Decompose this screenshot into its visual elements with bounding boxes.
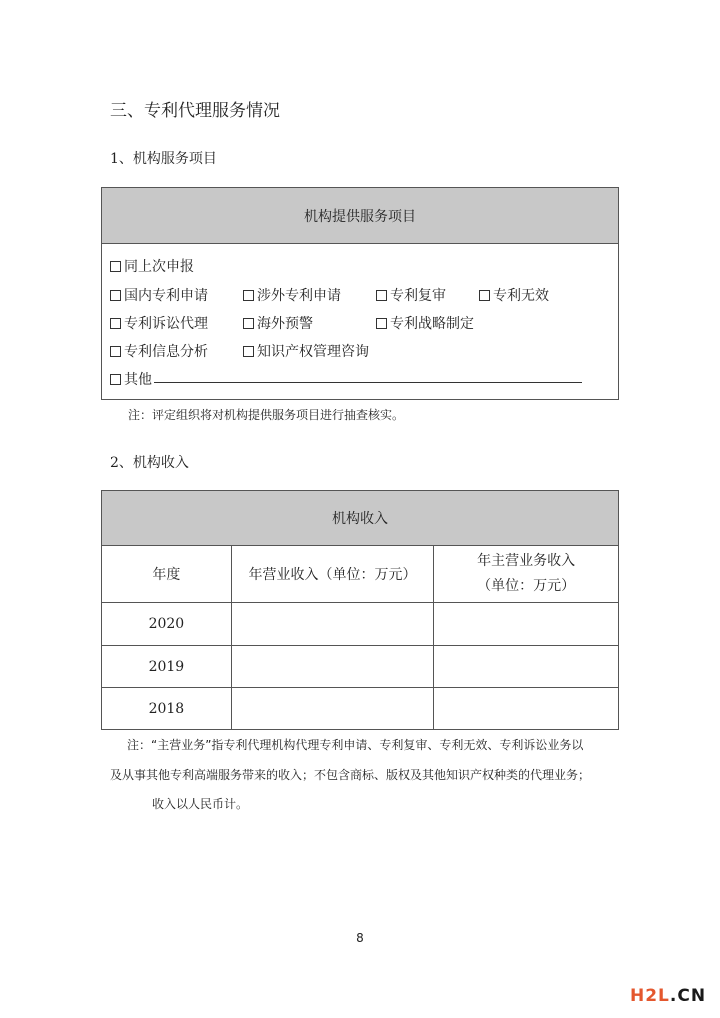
table-row (102, 646, 619, 688)
revenue-cell[interactable] (231, 603, 434, 646)
option-label: 同上次申报 (124, 259, 194, 275)
services-subtitle: 1、机构服务项目 (110, 151, 217, 167)
checkbox-icon[interactable] (479, 290, 490, 301)
option-litigation[interactable] (110, 313, 208, 333)
main-income-header-line2: （单位：万元） (477, 578, 576, 594)
year-cell: 2020 (102, 603, 232, 646)
income-subtitle: 2、机构收入 (110, 455, 189, 471)
option-label: 知识产权管理咨询 (257, 344, 369, 360)
checkbox-icon[interactable] (110, 318, 121, 329)
services-note: 注：评定组织将对机构提供服务项目进行抽查核实。 (128, 408, 405, 422)
option-label: 专利信息分析 (124, 344, 208, 360)
income-header-row (102, 546, 619, 603)
checkbox-icon[interactable] (376, 318, 387, 329)
income-note-line3: 收入以人民币计。 (152, 797, 249, 811)
option-info-analysis[interactable] (110, 341, 208, 361)
checkbox-icon[interactable] (110, 290, 121, 301)
revenue-cell[interactable] (231, 646, 434, 688)
option-invalidation[interactable] (479, 285, 549, 305)
option-other[interactable] (110, 369, 152, 389)
main-income-cell[interactable] (434, 646, 619, 688)
year-cell: 2018 (102, 688, 232, 730)
option-domestic-application[interactable] (110, 285, 208, 305)
logo-suffix-text: .CN (669, 986, 707, 1006)
income-note-line2: 及从事其他专利高端服务带来的收入；不包含商标、版权及其他知识产权种类的代理业务； (110, 768, 591, 782)
year-column-header: 年度 (102, 546, 232, 603)
main-income-cell[interactable] (434, 603, 619, 646)
option-label: 国内专利申请 (124, 288, 208, 304)
option-label: 专利复审 (390, 288, 446, 304)
page-number: 8 (356, 931, 364, 945)
income-table (101, 490, 619, 546)
option-label: 专利战略制定 (390, 316, 474, 332)
option-reexamination[interactable] (376, 285, 446, 305)
income-table-header: 机构收入 (102, 491, 618, 545)
main-income-cell[interactable] (434, 688, 619, 730)
revenue-cell[interactable] (231, 688, 434, 730)
checkbox-icon[interactable] (243, 290, 254, 301)
checkbox-icon[interactable] (110, 374, 121, 385)
option-foreign-application[interactable] (243, 285, 341, 305)
section-title: 三、专利代理服务情况 (110, 101, 280, 121)
checkbox-icon[interactable] (110, 261, 121, 272)
table-row (102, 603, 619, 646)
income-grid (101, 545, 619, 730)
option-label: 专利诉讼代理 (124, 316, 208, 332)
table-row (102, 688, 619, 730)
year-cell: 2019 (102, 646, 232, 688)
income-note-line1: 注：“主营业务”指专利代理机构代理专利申请、专利复审、专利无效、专利诉讼业务以 (127, 738, 584, 752)
other-fill-line[interactable] (154, 382, 582, 383)
main-income-column-header (434, 546, 619, 603)
option-label: 其他 (124, 372, 152, 388)
option-label: 涉外专利申请 (257, 288, 341, 304)
option-same-as-last[interactable] (110, 256, 194, 276)
checkbox-icon[interactable] (110, 346, 121, 357)
option-strategy[interactable] (376, 313, 474, 333)
site-logo (630, 986, 706, 1006)
option-label: 海外预警 (257, 316, 313, 332)
option-overseas-warning[interactable] (243, 313, 313, 333)
option-label: 专利无效 (493, 288, 549, 304)
services-table-header: 机构提供服务项目 (102, 188, 618, 244)
revenue-column-header: 年营业收入（单位：万元） (231, 546, 434, 603)
checkbox-icon[interactable] (243, 318, 254, 329)
option-ip-consulting[interactable] (243, 341, 369, 361)
main-income-header-line1: 年主营业务收入 (477, 553, 576, 569)
logo-main-text: H2L (630, 986, 670, 1006)
checkbox-icon[interactable] (243, 346, 254, 357)
checkbox-icon[interactable] (376, 290, 387, 301)
